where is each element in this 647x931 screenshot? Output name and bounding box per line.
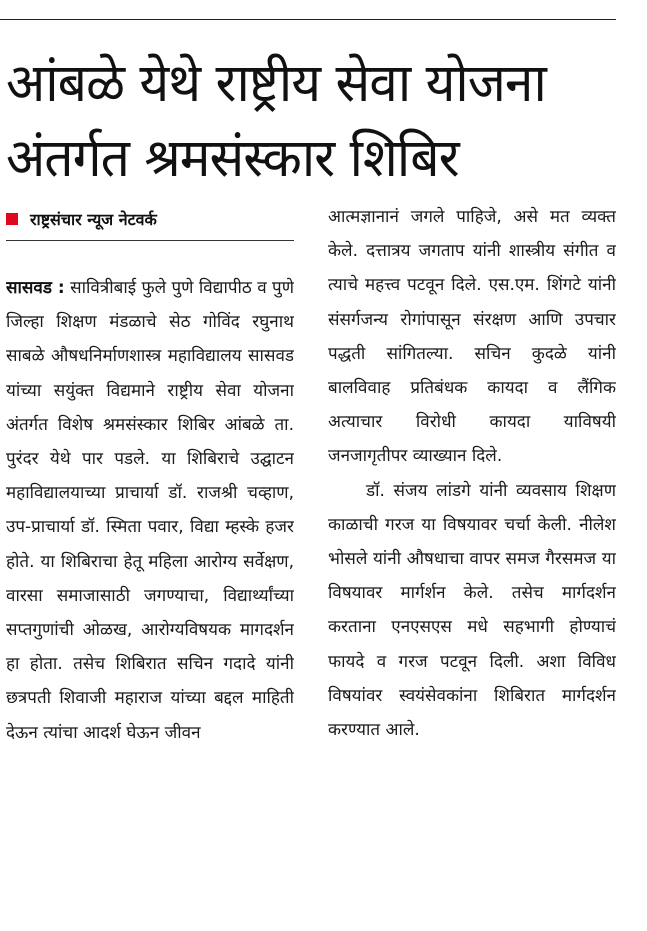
article-dateline: सासवड : <box>6 278 65 298</box>
article-column-right <box>328 200 616 931</box>
headline <box>6 46 617 196</box>
top-rule <box>0 19 616 20</box>
byline-source: राष्ट्रसंचार न्यूज नेटवर्क <box>30 210 157 229</box>
article-paragraph: डॉ. संजय लांडगे यांनी व्यवसाय शिक्षण काळाची गरज या विषयावर चर्चा केली. नीलेश भोसले यांनी औषधाचा वापर समज गैरसमज या विषयावर मार्गर्शन केले. तसेच मार्गदर्शन करताना एनएसएस मधे सहभागी होण्याचं फायदे व गरज पटवून दिली. अशा विविध विषयांवर स्वयंसेवकांना शिबिरात मार्गदर्शन करण्यात आले. <box>328 480 616 741</box>
byline-rule <box>6 240 294 241</box>
red-square-icon <box>6 213 18 225</box>
article-column-left <box>6 271 294 931</box>
headline-line-2: अंतर्गत श्रमसंस्कार शिबिर <box>6 128 459 189</box>
article-text-left: सावित्रीबाई फुले पुणे विद्यापीठ व पुणे जिल्हा शिक्षण मंडळाचे सेठ गोविंद रघुनाथ साबळे औषधनिर्माणशास्त्र महाविद्यालय सासवड यांच्या सयुंक्त विद्यमाने राष्ट्रीय सेवा योजना अंतर्गत विशेष श्रमसंस्कार शिबिर आंबळे ता. पुरंदर येथे पार पडले. या शिबिराचे उद्घाटन महाविद्यालयाच्या प्राचार्या डॉ. राजश्री चव्हाण, उप-प्राचार्या डॉ. स्मिता पवार, विद्या म्हस्के हजर होते. या शिबिराचा हेतू महिला आरोग्य सर्वेक्षण, वारसा समाजासाठी जगण्याचा, विद्यार्थ्यांच्या सप्तगुणांची ओळख, आरोग्यविषयक मागदर्शन हा होता. तसेच शिबिरात सचिन गदादे यांनी छत्रपती शिवाजी महाराज यांच्या बद्दल माहिती देऊन त्यांचा आदर्श घेऊन जीवन <box>6 278 294 743</box>
headline-line-1: आंबळे येथे राष्ट्रीय सेवा योजना <box>6 53 546 114</box>
article-paragraph <box>6 271 294 750</box>
byline <box>6 203 294 235</box>
article-paragraph: आत्मज्ञानानं जगले पाहिजे, असे मत व्यक्त केले. दत्तात्रय जगताप यांनी शास्त्रीय संगीत व त्याचे महत्त्व पटवून दिले. एस.एम. शिंगटे यांनी संसर्गजन्य रोगांपासून संरक्षण आणि उपचार पद्धती सांगितल्या. सचिन कुदळे यांनी बालविवाह प्रतिबंधक कायदा व लैंगिक अत्याचार विरोधी कायदा याविषयी जनजागृतीपर व्याख्यान दिले. <box>328 207 616 467</box>
